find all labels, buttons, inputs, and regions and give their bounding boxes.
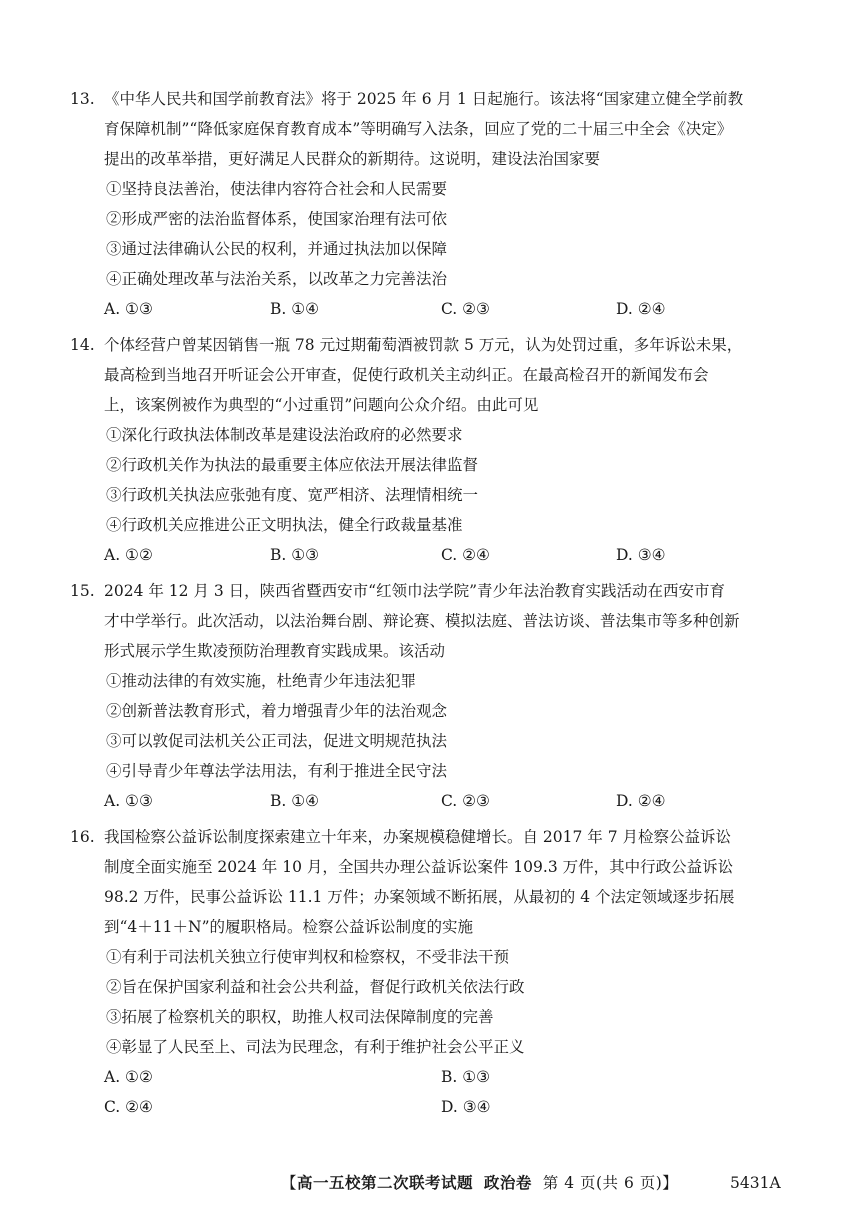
answer-choices [104, 786, 794, 816]
choice-b: B. ①④ [270, 300, 320, 318]
statement-option-3: ③可以敦促司法机关公正司法，促进文明规范执法 [106, 732, 448, 750]
choice-c: C. ②③ [441, 300, 490, 318]
statement-option-1: ①坚持良法善治，使法律内容符合社会和人民需要 [106, 180, 448, 198]
statement-option-3: ③拓展了检察机关的职权，助推人权司法保障制度的完善 [106, 1008, 494, 1026]
choice-b: B. ①③ [270, 546, 320, 564]
exam-title: 高一五校第二次联考试题 [297, 1173, 474, 1192]
statement-option-4: ④引导青少年尊法学法用法，有利于推进全民守法 [106, 762, 448, 780]
answer-choices-row-2 [104, 1092, 794, 1122]
choice-d: D. ③④ [441, 1098, 491, 1116]
statement-option-2: ②行政机关作为执法的最重要主体应依法开展法律监督 [106, 456, 479, 474]
question-number: 16. [70, 828, 95, 846]
question-stem-line: 才中学举行。此次活动，以法治舞台剧、辩论赛、模拟法庭、普法访谈、普法集市等多种创新 [104, 612, 740, 630]
question-stem-line: 到“4＋11＋N”的履职格局。检察公益诉讼制度的实施 [104, 918, 473, 936]
choice-a: A. ①③ [104, 300, 153, 318]
answer-choices [104, 294, 794, 324]
statement-option-1: ①推动法律的有效实施，杜绝青少年违法犯罪 [106, 672, 417, 690]
choice-c: C. ②④ [104, 1098, 153, 1116]
question-number: 14. [70, 336, 95, 354]
question-13 [70, 84, 794, 324]
question-stem-line: 15. 2024 年 12 月 3 日，陕西省暨西安市“红领巾法学院”青少年法治教育实践活动在西安市育 [104, 576, 794, 606]
question-stem-line: 最高检到当地召开听证会公开审查，促使行政机关主动纠正。在最高检召开的新闻发布会 [104, 366, 709, 384]
choice-d: D. ②④ [616, 300, 666, 318]
footer-title: 【高一五校第二次联考试题 政治卷 第 4 页(共 6 页)】 [281, 1173, 679, 1192]
choice-b: B. ①③ [441, 1068, 491, 1086]
statement-option-4: ④行政机关应推进公正文明执法，健全行政裁量基准 [106, 516, 463, 534]
question-14 [70, 330, 794, 570]
statement-option-2: ②旨在保护国家利益和社会公共利益，督促行政机关依法行政 [106, 978, 525, 996]
choice-a: A. ①② [104, 546, 153, 564]
subject-name: 政治卷 [483, 1173, 532, 1192]
page-footer [0, 1168, 860, 1198]
question-stem-line: 98.2 万件，民事公益诉讼 11.1 万件；办案领域不断拓展，从最初的 4 个法定领域逐步拓展 [104, 888, 735, 906]
statement-option-1: ①深化行政执法体制改革是建设法治政府的必然要求 [106, 426, 463, 444]
question-16 [70, 822, 794, 1122]
question-number: 15. [70, 582, 95, 600]
question-15 [70, 576, 794, 816]
statement-option-3: ③通过法律确认公民的权利，并通过执法加以保障 [106, 240, 448, 258]
question-stem-line: 制度全面实施至 2024 年 10 月，全国共办理公益诉讼案件 109.3 万件，其中行政公益诉讼 [104, 858, 734, 876]
choice-b: B. ①④ [270, 792, 320, 810]
statement-option-1: ①有利于司法机关独立行使审判权和检察权，不受非法干预 [106, 948, 510, 966]
page-number: 第 4 页(共 6 页) [542, 1174, 663, 1192]
statement-option-2: ②创新普法教育形式，着力增强青少年的法治观念 [106, 702, 448, 720]
choice-a: A. ①③ [104, 792, 153, 810]
choice-c: C. ②④ [441, 546, 490, 564]
question-stem-line: 上，该案例被作为典型的“小过重罚”问题向公众介绍。由此可见 [104, 396, 539, 414]
statement-option-3: ③行政机关执法应张弛有度、宽严相济、法理情相统一 [106, 486, 479, 504]
exam-code: 5431A [730, 1174, 781, 1192]
question-stem-line: 13. 《中华人民共和国学前教育法》将于 2025 年 6 月 1 日起施行。该法将“国家建立健全学前教 [104, 84, 794, 114]
question-stem-line: 育保障机制”“降低家庭保育教育成本”等明确写入法条，回应了党的二十届三中全会《决定》 [104, 120, 733, 138]
statement-option-4: ④彰显了人民至上、司法为民理念，有利于维护社会公平正义 [106, 1038, 525, 1056]
choice-d: D. ②④ [616, 792, 666, 810]
question-stem-line: 14. 个体经营户曾某因销售一瓶 78 元过期葡萄酒被罚款 5 万元，认为处罚过重，多年诉讼未果， [104, 330, 794, 360]
answer-choices-row-1 [104, 1062, 794, 1092]
choice-c: C. ②③ [441, 792, 490, 810]
question-stem-line: 形式展示学生欺凌预防治理教育实践成果。该活动 [104, 642, 446, 660]
choice-d: D. ③④ [616, 546, 666, 564]
answer-choices [104, 540, 794, 570]
choice-a: A. ①② [104, 1068, 153, 1086]
question-stem-line: 16. 我国检察公益诉讼制度探索建立十年来，办案规模稳健增长。自 2017 年 7 月检察公益诉讼 [104, 822, 794, 852]
statement-option-4: ④正确处理改革与法治关系，以改革之力完善法治 [106, 270, 448, 288]
question-number: 13. [70, 90, 95, 108]
statement-option-2: ②形成严密的法治监督体系，使国家治理有法可依 [106, 210, 448, 228]
question-stem-line: 提出的改革举措，更好满足人民群众的新期待。这说明，建设法治国家要 [104, 150, 601, 168]
